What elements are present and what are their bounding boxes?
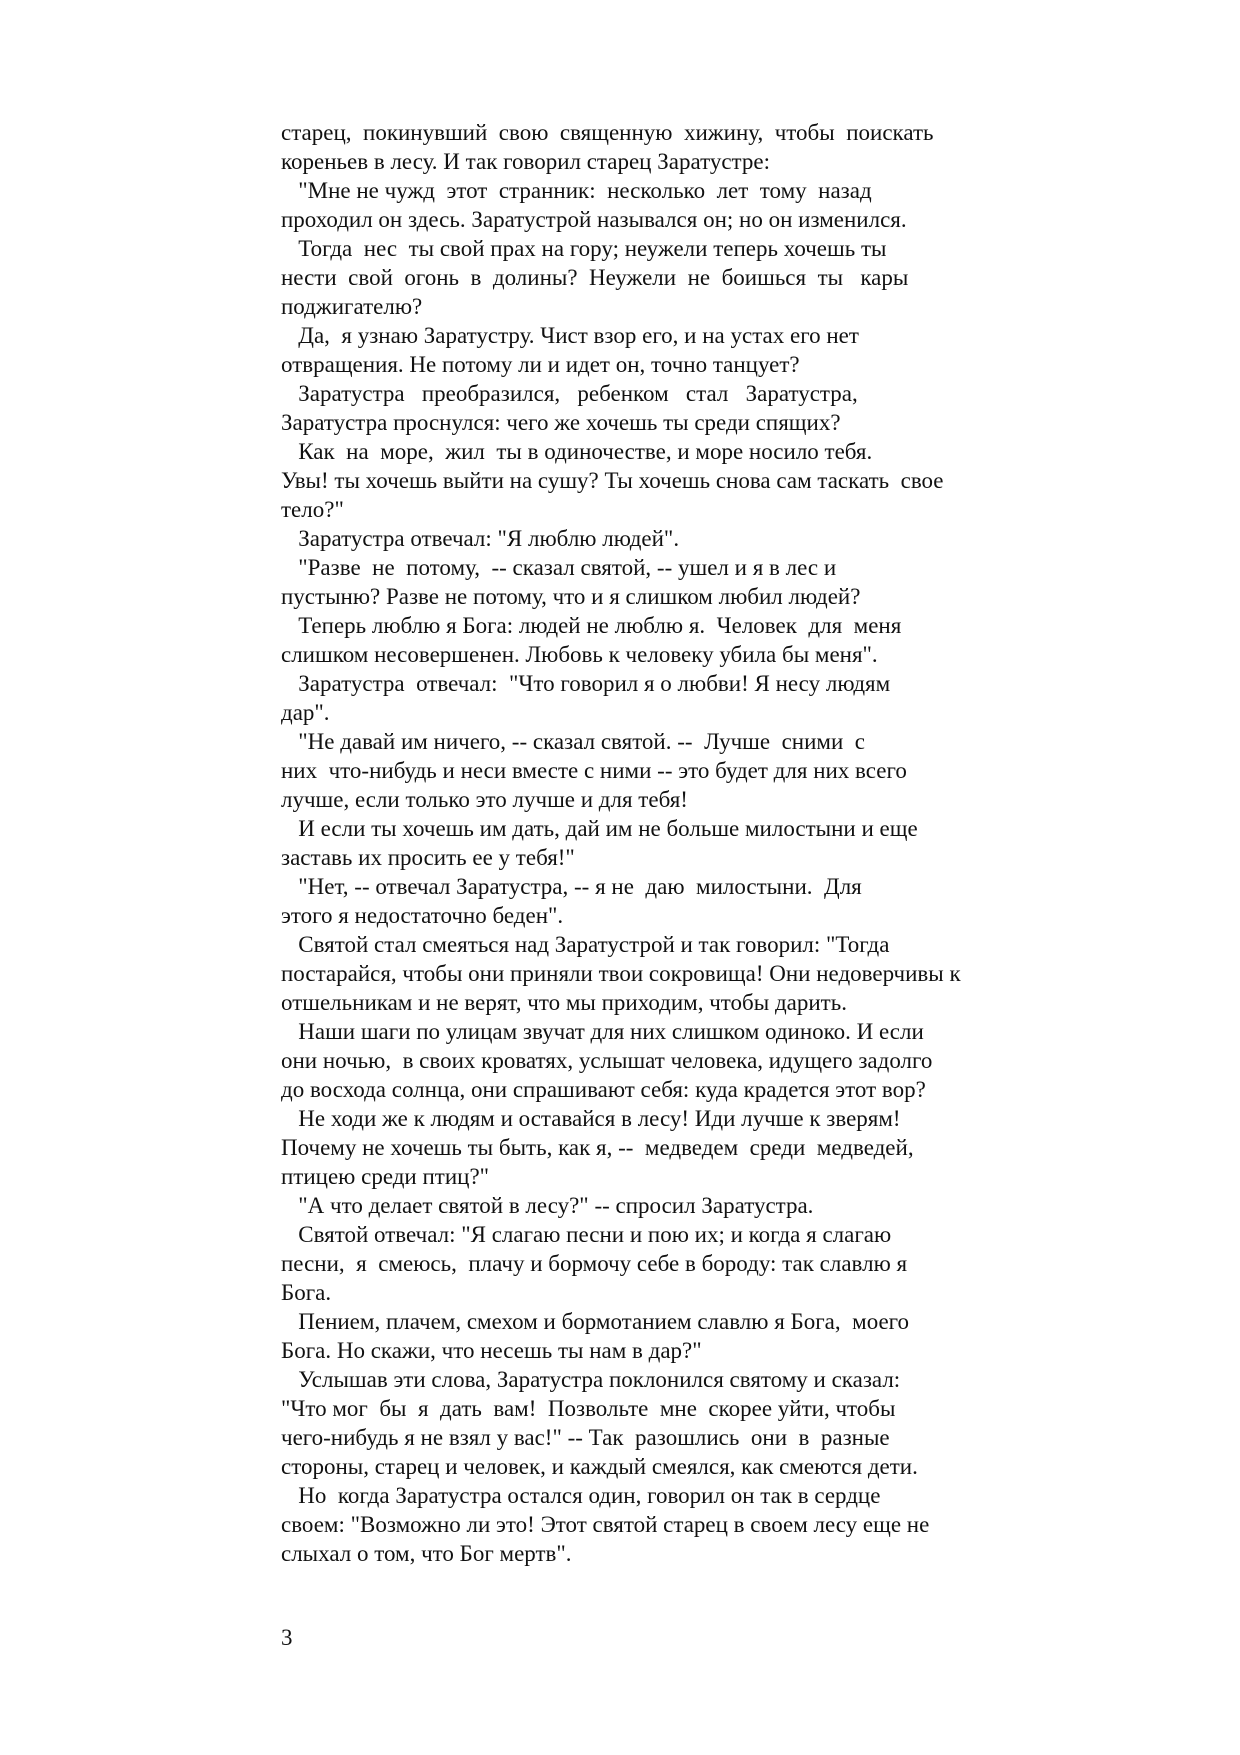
text-line: кореньев в лесу. И так говорил старец Заратустре: bbox=[281, 149, 770, 174]
text-line: до восхода солнца, они спрашивают себя: куда крадется этот вор? bbox=[281, 1077, 926, 1102]
text-line: этого я недостаточно беден". bbox=[281, 903, 564, 928]
text-line: "Что мог бы я дать вам! Позвольте мне скорее уйти, чтобы bbox=[281, 1396, 896, 1421]
text-line: Да, я узнаю Заратустру. Чист взор его, и на устах его нет bbox=[281, 323, 859, 348]
paragraph bbox=[281, 1307, 1041, 1365]
text-line: Святой отвечал: "Я слагаю песни и пою их; и когда я слагаю bbox=[281, 1222, 892, 1247]
text-line: них что-нибудь и неси вместе с ними -- это будет для них всего bbox=[281, 758, 907, 783]
text-line: Теперь люблю я Бога: людей не люблю я. Человек для меня bbox=[281, 613, 902, 638]
text-line: "Разве не потому, -- сказал святой, -- ушел и я в лес и bbox=[281, 555, 837, 580]
text-line: Услышав эти слова, Заратустра поклонился святому и сказал: bbox=[281, 1367, 901, 1392]
text-line: Но когда Заратустра остался один, говорил он так в сердце bbox=[281, 1483, 881, 1508]
text-line: нести свой огонь в долины? Неужели не боишься ты кары bbox=[281, 265, 909, 290]
text-line: стороны, старец и человек, и каждый смеялся, как смеются дети. bbox=[281, 1454, 918, 1479]
text-line: тело?" bbox=[281, 497, 344, 522]
paragraph bbox=[281, 379, 1041, 437]
text-line: старец, покинувший свою священную хижину, чтобы поискать bbox=[281, 120, 934, 145]
paragraph bbox=[281, 727, 1041, 814]
text-line: Не ходи же к людям и оставайся в лесу! Иди лучше к зверям! bbox=[281, 1106, 901, 1131]
paragraph bbox=[281, 814, 1041, 872]
paragraph bbox=[281, 176, 1041, 234]
paragraph bbox=[281, 437, 1041, 524]
text-line: дар". bbox=[281, 700, 330, 725]
text-line: И если ты хочешь им дать, дай им не больше милостыни и еще bbox=[281, 816, 918, 841]
text-line: Бога. bbox=[281, 1280, 332, 1305]
text-line: "Мне не чужд этот странник: несколько лет тому назад bbox=[281, 178, 872, 203]
text-line: Заратустра отвечал: "Я люблю людей". bbox=[281, 526, 680, 551]
paragraph bbox=[281, 872, 1041, 930]
paragraph bbox=[281, 118, 1041, 176]
text-line: отшельникам и не верят, что мы приходим, чтобы дарить. bbox=[281, 990, 847, 1015]
paragraph bbox=[281, 1365, 1041, 1481]
paragraph bbox=[281, 930, 1041, 1017]
text-line: Заратустра отвечал: "Что говорил я о любви! Я несу людям bbox=[281, 671, 891, 696]
text-line: "Нет, -- отвечал Заратустра, -- я не даю милостыни. Для bbox=[281, 874, 862, 899]
text-line: Святой стал смеяться над Заратустрой и так говорил: "Тогда bbox=[281, 932, 890, 957]
text-line: своем: "Возможно ли это! Этот святой старец в своем лесу еще не bbox=[281, 1512, 930, 1537]
paragraph bbox=[281, 321, 1041, 379]
text-line: слишком несовершенен. Любовь к человеку убила бы меня". bbox=[281, 642, 878, 667]
paragraph bbox=[281, 611, 1041, 669]
text-line: слыхал о том, что Бог мертв". bbox=[281, 1541, 572, 1566]
text-line: птицею среди птиц?" bbox=[281, 1164, 490, 1189]
paragraph bbox=[281, 669, 1041, 727]
text-line: песни, я смеюсь, плачу и бормочу себе в бороду: так славлю я bbox=[281, 1251, 908, 1276]
text-line: Бога. Но скажи, что несешь ты нам в дар?" bbox=[281, 1338, 702, 1363]
text-line: Почему не хочешь ты быть, как я, -- медведем среди медведей, bbox=[281, 1135, 914, 1160]
paragraph bbox=[281, 234, 1041, 321]
paragraph bbox=[281, 1220, 1041, 1307]
paragraph bbox=[281, 1017, 1041, 1104]
text-line: лучше, если только это лучше и для тебя! bbox=[281, 787, 688, 812]
text-line: Заратустра проснулся: чего же хочешь ты среди спящих? bbox=[281, 410, 841, 435]
paragraph bbox=[281, 524, 1041, 553]
text-line: поджигателю? bbox=[281, 294, 423, 319]
text-line: они ночью, в своих кроватях, услышат человека, идущего задолго bbox=[281, 1048, 933, 1073]
text-line: чего-нибудь я не взял у вас!" -- Так разошлись они в разные bbox=[281, 1425, 890, 1450]
text-line: Увы! ты хочешь выйти на сушу? Ты хочешь снова сам таскать свое bbox=[281, 468, 944, 493]
paragraph bbox=[281, 1481, 1041, 1568]
page-number: 3 bbox=[281, 1625, 293, 1650]
text-line: Как на море, жил ты в одиночестве, и море носило тебя. bbox=[281, 439, 873, 464]
text-line: Пением, плачем, смехом и бормотанием славлю я Бога, моего bbox=[281, 1309, 910, 1334]
text-line: пустыню? Разве не потому, что и я слишком любил людей? bbox=[281, 584, 861, 609]
body-text bbox=[281, 118, 1041, 1568]
text-line: проходил он здесь. Заратустрой назывался он; но он изменился. bbox=[281, 207, 907, 232]
text-line: "А что делает святой в лесу?" -- спросил Заратустра. bbox=[281, 1193, 814, 1218]
text-line: постарайся, чтобы они приняли твои сокровища! Они недоверчивы к bbox=[281, 961, 961, 986]
paragraph bbox=[281, 553, 1041, 611]
text-line: "Не давай им ничего, -- сказал святой. -- Лучше сними с bbox=[281, 729, 865, 754]
text-line: отвращения. Не потому ли и идет он, точно танцует? bbox=[281, 352, 800, 377]
text-line: Тогда нес ты свой прах на гору; неужели теперь хочешь ты bbox=[281, 236, 887, 261]
paragraph bbox=[281, 1191, 1041, 1220]
text-line: Заратустра преобразился, ребенком стал Заратустра, bbox=[281, 381, 858, 406]
text-line: Наши шаги по улицам звучат для них слишком одиноко. И если bbox=[281, 1019, 924, 1044]
paragraph bbox=[281, 1104, 1041, 1191]
text-line: заставь их просить ее у тебя!" bbox=[281, 845, 575, 870]
